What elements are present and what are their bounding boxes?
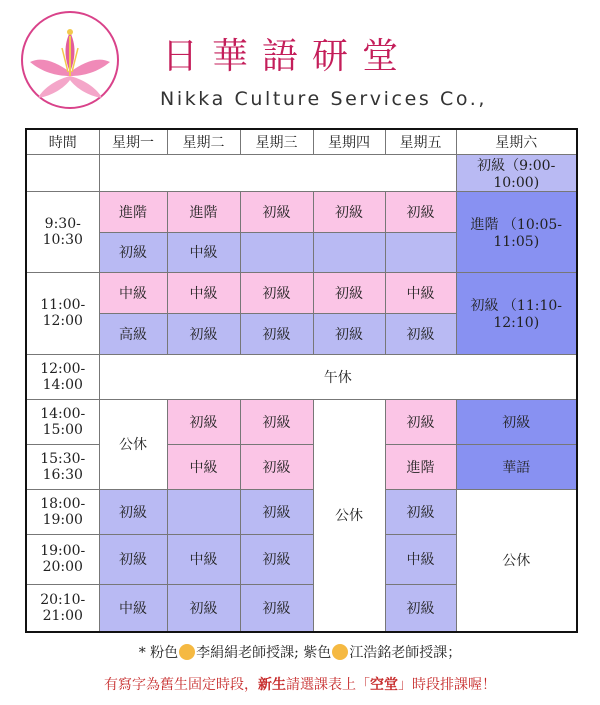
company-title-chinese: 日華語研堂 <box>162 36 413 77</box>
time-slot: 11:00-12:00 <box>26 272 99 354</box>
class-cell <box>313 232 385 272</box>
class-cell: 中級 <box>167 232 240 272</box>
closed-cell: 公休 <box>99 399 167 489</box>
time-slot: 20:10-21:00 <box>26 584 99 632</box>
class-cell: 初級 <box>240 313 313 354</box>
class-cell <box>167 489 240 534</box>
header-monday: 星期一 <box>99 129 167 154</box>
class-cell: 初級 <box>240 534 313 584</box>
class-cell: 進階 <box>99 191 167 232</box>
note-text: 請選課表上「 <box>286 677 370 693</box>
closed-cell: 公休 <box>456 489 577 632</box>
saturday-class-2: 進階 （10:05-11:05) <box>456 191 577 272</box>
class-cell: 初級 <box>240 444 313 489</box>
class-cell: 中級 <box>385 534 456 584</box>
header-time: 時間 <box>26 129 99 154</box>
class-cell: 初級 <box>240 489 313 534</box>
table-row <box>26 154 577 191</box>
table-row <box>26 399 577 444</box>
time-slot: 14:00-15:00 <box>26 399 99 444</box>
male-teacher-face-icon <box>332 644 348 660</box>
class-cell: 初級 <box>456 399 577 444</box>
class-cell: 初級 <box>313 272 385 313</box>
class-cell: 初級 <box>167 399 240 444</box>
note-text: 有寫字為舊生固定時段， <box>104 677 258 693</box>
time-slot: 12:00-14:00 <box>26 354 99 399</box>
female-teacher-face-icon <box>179 644 195 660</box>
empty-cell <box>99 154 456 191</box>
company-title-english: Nikka Culture Services Co., <box>160 88 488 110</box>
class-cell: 初級 <box>99 232 167 272</box>
header <box>0 0 600 120</box>
header-friday: 星期五 <box>385 129 456 154</box>
lotus-logo-icon <box>20 10 120 110</box>
class-cell <box>240 232 313 272</box>
class-cell: 中級 <box>385 272 456 313</box>
schedule-table <box>25 128 578 633</box>
class-cell: 初級 <box>240 272 313 313</box>
class-cell: 初級 <box>385 584 456 632</box>
class-cell: 中級 <box>167 534 240 584</box>
table-row <box>26 272 577 313</box>
class-cell: 初級 <box>240 399 313 444</box>
time-slot: 15:30-16:30 <box>26 444 99 489</box>
note-highlight: 新生 <box>258 677 286 693</box>
class-cell: 初級 <box>313 191 385 232</box>
class-cell: 初級 <box>385 399 456 444</box>
class-cell: 初級 <box>99 489 167 534</box>
legend-text: 李絹絹老師授課; 紫色 <box>196 645 332 661</box>
table-row <box>26 489 577 534</box>
time-slot: 18:00-19:00 <box>26 489 99 534</box>
class-cell: 初級 <box>313 313 385 354</box>
saturday-class-3: 初級 （11:10-12:10) <box>456 272 577 354</box>
class-cell: 中級 <box>167 444 240 489</box>
time-slot: 9:30-10:30 <box>26 191 99 272</box>
class-cell: 初級 <box>385 313 456 354</box>
empty-cell <box>26 154 99 191</box>
header-tuesday: 星期二 <box>167 129 240 154</box>
table-row <box>26 354 577 399</box>
class-cell: 初級 <box>240 584 313 632</box>
class-cell: 中級 <box>167 272 240 313</box>
class-cell: 初級 <box>385 191 456 232</box>
class-cell <box>385 232 456 272</box>
time-slot: 19:00-20:00 <box>26 534 99 584</box>
class-cell: 中級 <box>99 272 167 313</box>
class-cell: 進階 <box>167 191 240 232</box>
color-legend <box>0 642 600 662</box>
legend-text: 江浩銘老師授課； <box>349 645 462 661</box>
header-wednesday: 星期三 <box>240 129 313 154</box>
legend-text: * 粉色 <box>138 645 179 661</box>
header-row <box>26 129 577 154</box>
header-thursday: 星期四 <box>313 129 385 154</box>
header-saturday: 星期六 <box>456 129 577 154</box>
class-cell: 華語 <box>456 444 577 489</box>
class-cell: 高級 <box>99 313 167 354</box>
class-cell: 中級 <box>99 584 167 632</box>
class-cell: 初級 <box>240 191 313 232</box>
closed-cell: 公休 <box>313 399 385 632</box>
class-cell: 初級 <box>385 489 456 534</box>
saturday-class-1: 初級（9:00-10:00) <box>456 154 577 191</box>
note-text: 」時段排課喔！ <box>398 677 496 693</box>
class-cell: 初級 <box>99 534 167 584</box>
class-cell: 進階 <box>385 444 456 489</box>
class-cell: 初級 <box>167 313 240 354</box>
lunch-break: 午休 <box>99 354 577 399</box>
class-cell: 初級 <box>167 584 240 632</box>
note-highlight: 空堂 <box>370 677 398 693</box>
enrollment-note <box>0 674 600 694</box>
table-row <box>26 191 577 232</box>
